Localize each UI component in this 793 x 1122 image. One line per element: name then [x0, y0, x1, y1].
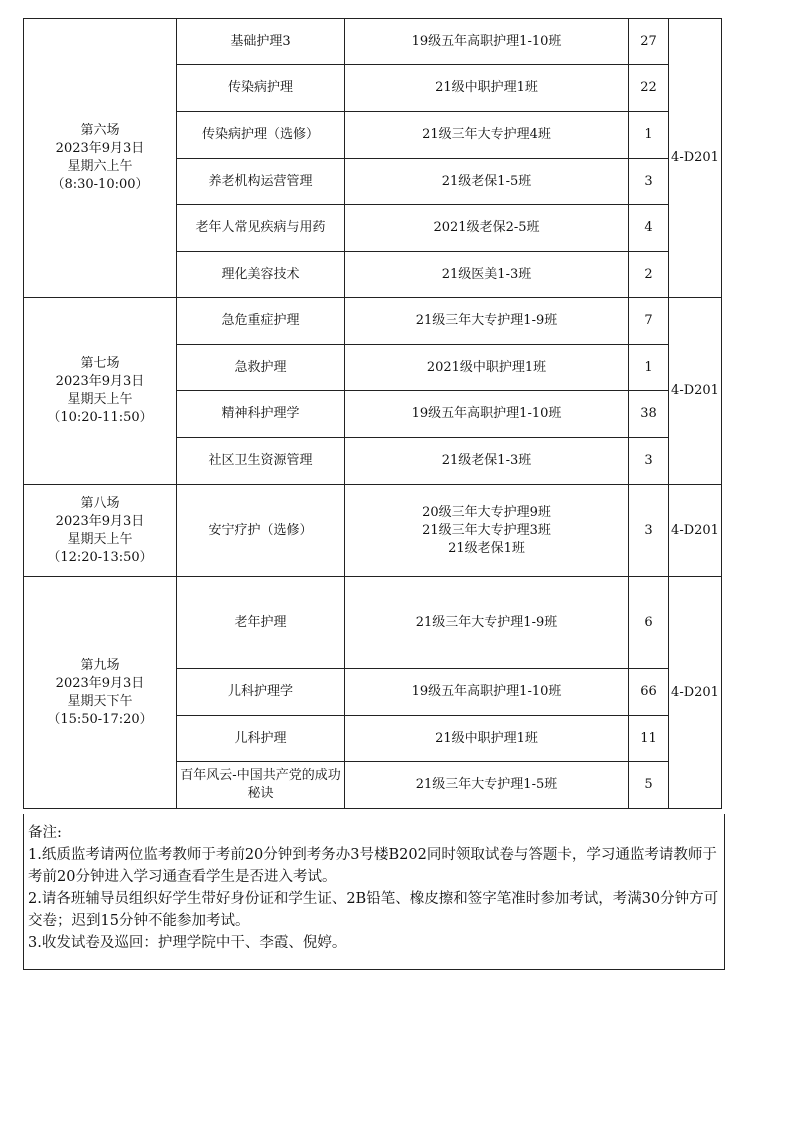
class-cell — [345, 159, 629, 205]
session-day: 星期天上午 — [67, 531, 133, 547]
class-name: 19级五年高职护理1-10班 — [411, 684, 562, 699]
class-name: 21级三年大专护理1-9班 — [415, 313, 558, 328]
session-time: （15:50-17:20） — [47, 711, 153, 727]
class-cell — [345, 112, 629, 159]
class-cell — [345, 438, 629, 485]
session-name: 第七场 — [80, 356, 120, 371]
class-name: 2021级中职护理1班 — [426, 359, 547, 375]
class-name: 21级三年大专护理4班 — [422, 127, 551, 142]
session-cell — [24, 485, 177, 577]
course-cell: 安宁疗护（选修） — [177, 485, 345, 577]
class-cell — [345, 391, 629, 438]
session-name: 第九场 — [80, 657, 120, 673]
student-count-cell: 2 — [629, 252, 669, 298]
class-cell — [345, 205, 629, 252]
student-count-cell: 3 — [629, 438, 669, 485]
class-cell — [345, 485, 629, 577]
course-cell: 传染病护理 — [177, 65, 345, 112]
course-cell: 儿科护理学 — [177, 669, 345, 716]
course-cell: 基础护理3 — [177, 19, 345, 65]
session-day: 星期天下午 — [67, 693, 133, 709]
table-row — [24, 485, 722, 577]
student-count-cell: 1 — [629, 345, 669, 391]
class-cell — [345, 345, 629, 391]
student-count-cell: 22 — [629, 65, 669, 112]
session-date: 2023年9月3日 — [55, 374, 145, 389]
class-name: 21级中职护理1班 — [435, 80, 538, 95]
session-time: （12:20-13:50） — [47, 549, 153, 565]
session-date: 2023年9月3日 — [55, 675, 145, 691]
class-name: 2021级老保2-5班 — [433, 220, 540, 235]
class-name: 21级三年大专护理1-5班 — [415, 777, 558, 792]
session-name: 第六场 — [80, 123, 120, 138]
course-cell: 精神科护理学 — [177, 391, 345, 438]
student-count-cell: 66 — [629, 669, 669, 716]
exam-schedule-table — [23, 18, 722, 809]
student-count-cell: 4 — [629, 205, 669, 252]
table-row — [24, 19, 722, 65]
exam-table-body — [24, 19, 722, 809]
class-name: 20级三年大专护理9班 — [422, 504, 551, 520]
class-cell — [345, 65, 629, 112]
class-cell — [345, 252, 629, 298]
session-name: 第八场 — [80, 495, 120, 511]
class-cell — [345, 716, 629, 762]
notes-section — [23, 814, 725, 970]
class-cell — [345, 669, 629, 716]
session-cell — [24, 298, 177, 485]
student-count-cell: 1 — [629, 112, 669, 159]
class-name: 21级医美1-3班 — [441, 266, 532, 282]
course-cell: 老年人常见疾病与用药 — [177, 205, 345, 252]
student-count-cell: 38 — [629, 391, 669, 438]
class-name: 19级五年高职护理1-10班 — [411, 33, 562, 49]
class-name: 21级三年大专护理3班 — [422, 522, 551, 538]
course-cell: 急危重症护理 — [177, 298, 345, 345]
class-cell — [345, 762, 629, 809]
room-cell: 4-D201 — [669, 19, 722, 298]
note-item-2: 2.请各班辅导员组织好学生带好身份证和学生证、2B铅笔、橡皮擦和签字笔准时参加考试，考满30分钟方可交卷；迟到15分钟不能参加考试。 — [28, 891, 719, 929]
class-name: 21级中职护理1班 — [435, 730, 538, 746]
class-name: 19级五年高职护理1-10班 — [411, 406, 562, 421]
session-cell — [24, 19, 177, 298]
session-day: 星期六上午 — [67, 159, 133, 174]
note-item-1: 1.纸质监考请两位监考教师于考前20分钟到考务办3号楼B202同时领取试卷与答题卡，学习通监考请教师于考前20分钟进入学习通查看学生是否进入考试。 — [28, 847, 717, 885]
course-cell: 理化美容技术 — [177, 252, 345, 298]
course-cell: 老年护理 — [177, 577, 345, 669]
course-cell: 养老机构运营管理 — [177, 159, 345, 205]
session-day: 星期天上午 — [67, 392, 133, 407]
course-cell: 百年风云-中国共产党的成功秘诀 — [177, 762, 345, 809]
student-count-cell: 3 — [629, 485, 669, 577]
room-cell: 4-D201 — [669, 577, 722, 809]
note-item-3: 3.收发试卷及巡回：护理学院中干、李霞、倪婷。 — [28, 935, 347, 951]
notes-title: 备注: — [28, 825, 62, 841]
class-name: 21级老保1-5班 — [441, 173, 532, 189]
session-date: 2023年9月3日 — [55, 513, 145, 529]
class-name: 21级老保1-3班 — [441, 453, 532, 468]
room-cell: 4-D201 — [669, 485, 722, 577]
session-cell — [24, 577, 177, 809]
class-cell — [345, 298, 629, 345]
course-cell: 急救护理 — [177, 345, 345, 391]
class-cell — [345, 19, 629, 65]
session-time: （10:20-11:50） — [47, 410, 153, 425]
table-row — [24, 298, 722, 345]
class-cell — [345, 577, 629, 669]
student-count-cell: 6 — [629, 577, 669, 669]
table-row — [24, 577, 722, 669]
course-cell: 社区卫生资源管理 — [177, 438, 345, 485]
room-cell: 4-D201 — [669, 298, 722, 485]
student-count-cell: 3 — [629, 159, 669, 205]
student-count-cell: 5 — [629, 762, 669, 809]
student-count-cell: 27 — [629, 19, 669, 65]
class-name: 21级三年大专护理1-9班 — [415, 614, 558, 630]
course-cell: 传染病护理（选修） — [177, 112, 345, 159]
class-name: 21级老保1班 — [448, 540, 525, 556]
session-time: （8:30-10:00） — [51, 177, 149, 192]
course-cell: 儿科护理 — [177, 716, 345, 762]
student-count-cell: 11 — [629, 716, 669, 762]
student-count-cell: 7 — [629, 298, 669, 345]
session-date: 2023年9月3日 — [55, 141, 145, 156]
